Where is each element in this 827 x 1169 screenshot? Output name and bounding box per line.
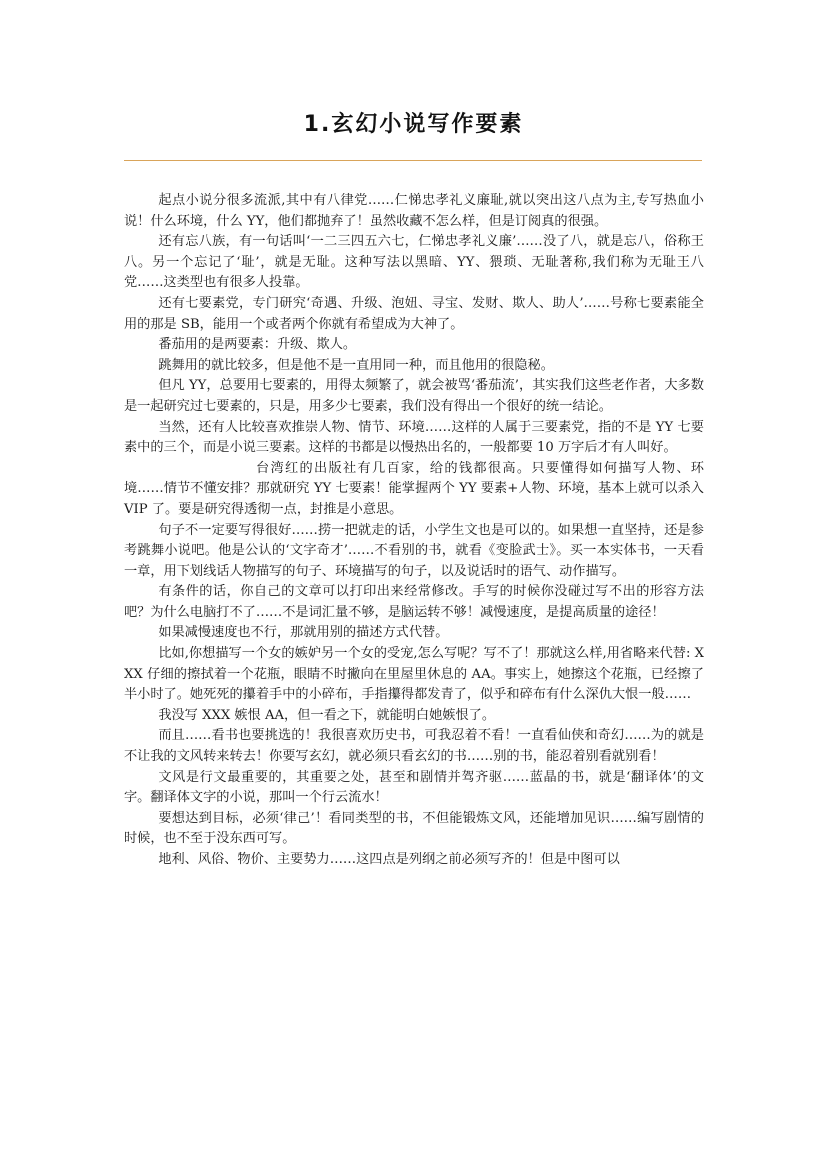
- paragraph: 但凡 YY，总要用七要素的，用得太频繁了，就会被骂‘番茄流’，其实我们这些老作者，大多数是一起研究过七要素的，只是，用多少七要素，我们没有得出一个很好的统一结论。: [124, 378, 704, 414]
- paragraph: 句子不一定要写得很好……捞一把就走的话，小学生文也是可以的。如果想一直坚持，还是参考跳舞小说吧。他是公认的‘文字奇才’……不看别的书，就看《变脸武士》。买一本实体书，一天看一章，用下划线话人物描写的句子、环境描写的句子，以及说话时的语气、动作描写。: [124, 522, 704, 579]
- paragraph: 我没写 XXX 嫉恨 AA，但一看之下，就能明白她嫉恨了。: [158, 707, 496, 723]
- paragraph: 番茄用的是两要素：升级、欺人。: [158, 337, 357, 353]
- paragraph: 如果减慢速度也不行，那就用别的描述方式代替。: [158, 625, 449, 641]
- paragraph: 要想达到目标，必须‘律己’！看同类型的书，不但能锻炼文风，还能增加见识……编写剧情的时候，也不至于没东西可写。: [124, 810, 704, 847]
- paragraph: 比如,你想描写一个女的嫉妒另一个女的受宠,怎么写呢？写不了！那就这么样,用省略来代替: XXX 仔细的擦拭着一个花瓶，眼睛不时撇向在里屋里休息的 AA。事实上，她擦这个花瓶，已经擦了半小时了。她死死的攥着手中的小碎布，手指攥得都发青了，似乎和碎布有什么深仇大恨一般……: [124, 646, 704, 703]
- paragraph: 还有忘八族，有一句话叫‘一二三四五六七，仁悌忠孝礼义廉’……没了八，就是忘八，俗称王八。另一个忘记了‘耻’，就是无耻。这种写法以黑暗、YY、猥琐、无耻著称,我们称为无耻王八党……这类型也有很多人投靠。: [124, 234, 704, 291]
- paragraph: 而且……看书也要挑选的！我很喜欢历史书，可我忍着不看！一直看仙侠和奇幻……为的就是不让我的文风转来转去！你要写玄幻，就必须只看玄幻的书……别的书，能忍着别看就别看！: [124, 728, 704, 765]
- paragraph: 有条件的话，你自己的文章可以打印出来经常修改。手写的时候你没碰过写不出的形容方法吧？为什么电脑打不了……不是词汇量不够，是脑运转不够！减慢速度，是提高质量的途径！: [124, 584, 704, 620]
- paragraph: 当然，还有人比较喜欢推崇人物、情节、环境……这样的人属于三要素党，指的不是 YY 七要素中的三个，而是小说三要素。这样的书都是以慢热出名的，一般都要 10 万字后才有人叫好。: [124, 419, 704, 456]
- page-title: 1.玄幻小说写作要素: [303, 112, 524, 137]
- paragraph: 文风是行文最重要的，其重要之处，甚至和剧情并驾齐驱……蓝晶的书，就是‘翻译体’的文字。翻译体文字的小说，那叫一个行云流水！: [124, 769, 704, 806]
- title-divider: [124, 160, 702, 161]
- paragraph: 起点小说分很多流派,其中有八律党……仁悌忠孝礼义廉耻,就以突出这八点为主,专写热血小说！什么环境，什么 YY，他们都抛弃了！虽然收藏不怎么样，但是订阅真的很强。: [124, 193, 704, 229]
- paragraph: 跳舞用的就比较多，但是他不是一直用同一种，而且他用的很隐秘。: [158, 357, 554, 373]
- paragraph: 地利、风俗、物价、主要势力……这四点是列纲之前必须写齐的！但是中图可以: [158, 852, 620, 867]
- document-body: [124, 191, 704, 871]
- paragraph: 还有七要素党，专门研究‘奇遇、升级、泡妞、寻宝、发财、欺人、助人’……号称七要素能全用的那是 SB，能用一个或者两个你就有希望成为大神了。: [124, 295, 704, 332]
- paragraph: 台湾红的出版社有几百家，给的钱都很高。只要懂得如何描写人物、环境……情节不懂安排？那就研究 YY 七要素！能掌握两个 YY 要素+人物、环境，基本上就可以杀入 VIP 了。要是研究得透彻一点，封推是小意思。: [124, 460, 704, 517]
